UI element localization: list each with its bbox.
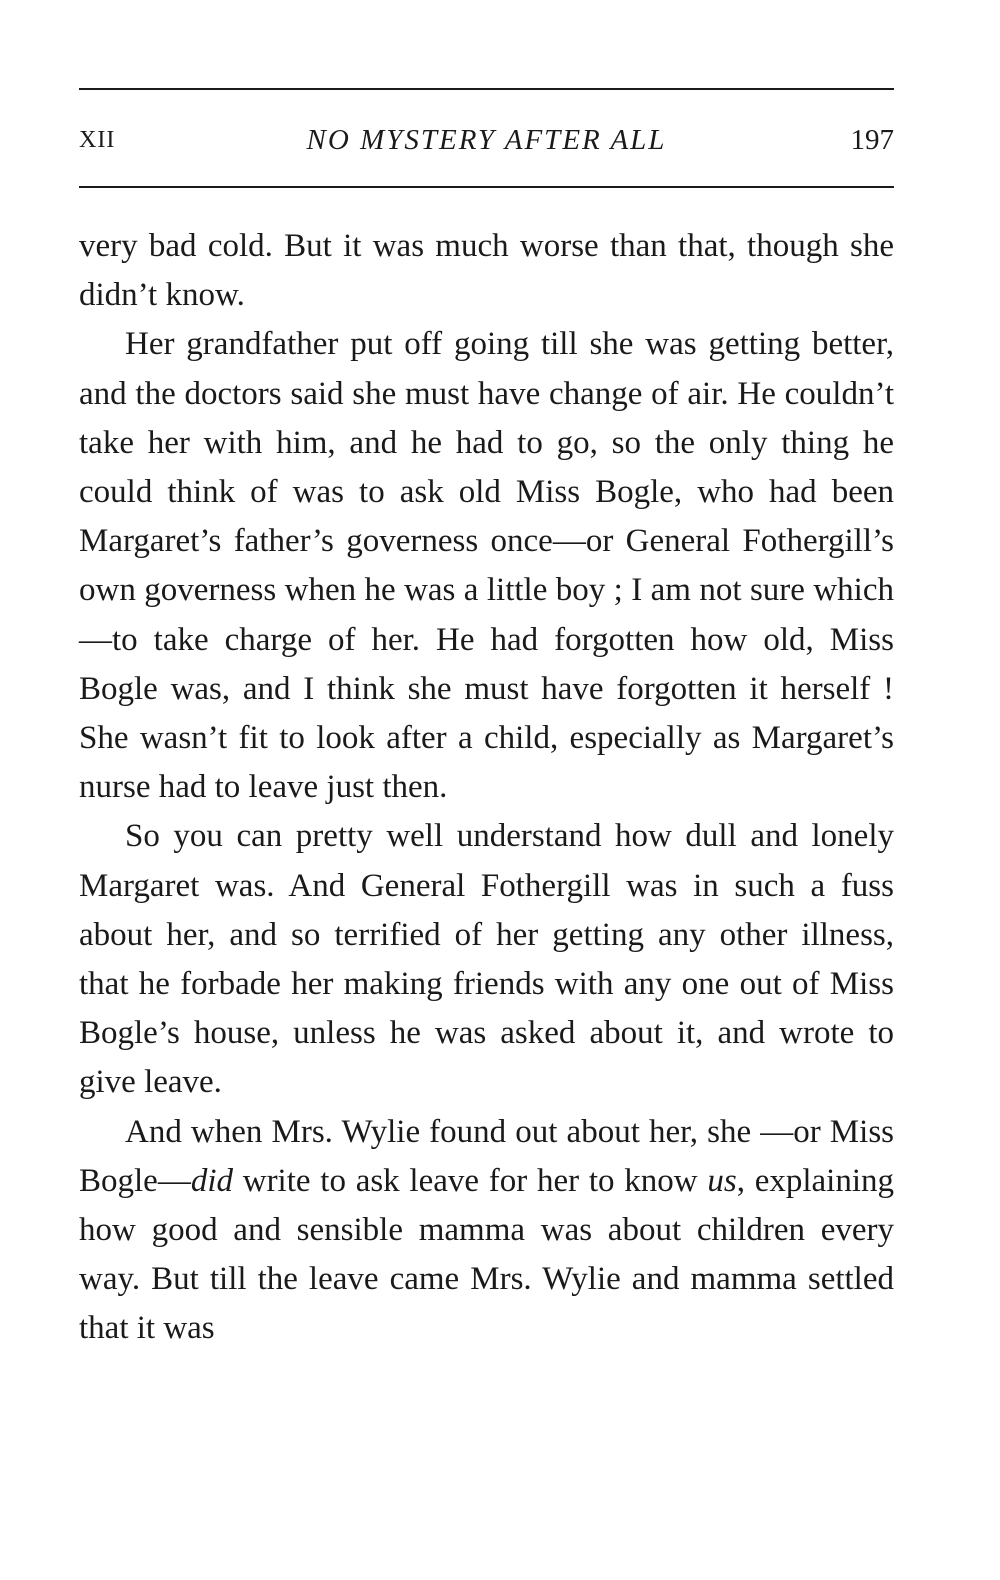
emphasis-us: us bbox=[707, 1162, 737, 1199]
paragraph-4-text-b: write to ask leave for her to know bbox=[233, 1162, 708, 1199]
header-top-rule bbox=[79, 88, 894, 90]
paragraph-4-text-a: And when Mrs. Wylie found out about her, she —or Miss Bogle— bbox=[79, 1113, 894, 1199]
running-title: NO MYSTERY AFTER ALL bbox=[306, 124, 667, 156]
paragraph-4-text-c: , explaining how good and sensible mamma was about children every way. But till the leave came Mrs. Wylie and mamma settled that it was bbox=[79, 1162, 894, 1347]
page-number: 197 bbox=[850, 124, 894, 156]
page-header bbox=[79, 118, 894, 162]
paragraph-3 bbox=[79, 812, 894, 1107]
paragraph-3-text: So you can pretty well understand how dull and lonely Margaret was. And General Fothergill was in such a fuss about her, and so terrified of her getting any other illness, that he forbade her making friends with any one out of Miss Bogle’s house, unless he was asked about it, and wrote to give leave. bbox=[79, 818, 894, 1101]
paragraph-1 bbox=[79, 222, 894, 320]
chapter-number: XII bbox=[79, 127, 116, 153]
header-bottom-rule bbox=[79, 186, 894, 188]
emphasis-did: did bbox=[190, 1162, 233, 1199]
paragraph-2 bbox=[79, 320, 894, 812]
paragraph-2-text: Her grandfather put off going till she was getting better, and the doctors said she must have change of air. He couldn’t take her with him, and he had to go, so the only thing he could think of was to ask old Miss Bogle, who had been Margaret’s father’s governess once—or General Fothergill’s own governess when he was a little boy ; I am not sure which —to take charge of her. He had forgotten how old, Miss Bogle was, and I think she must have forgotten it herself ! She wasn’t fit to look after a child, especially as Margaret’s nurse had to leave just then. bbox=[79, 326, 894, 806]
paragraph-1-text: very bad cold. But it was much worse than that, though she didn’t know. bbox=[79, 228, 894, 314]
body-text bbox=[79, 222, 894, 1354]
paragraph-4 bbox=[79, 1108, 894, 1354]
